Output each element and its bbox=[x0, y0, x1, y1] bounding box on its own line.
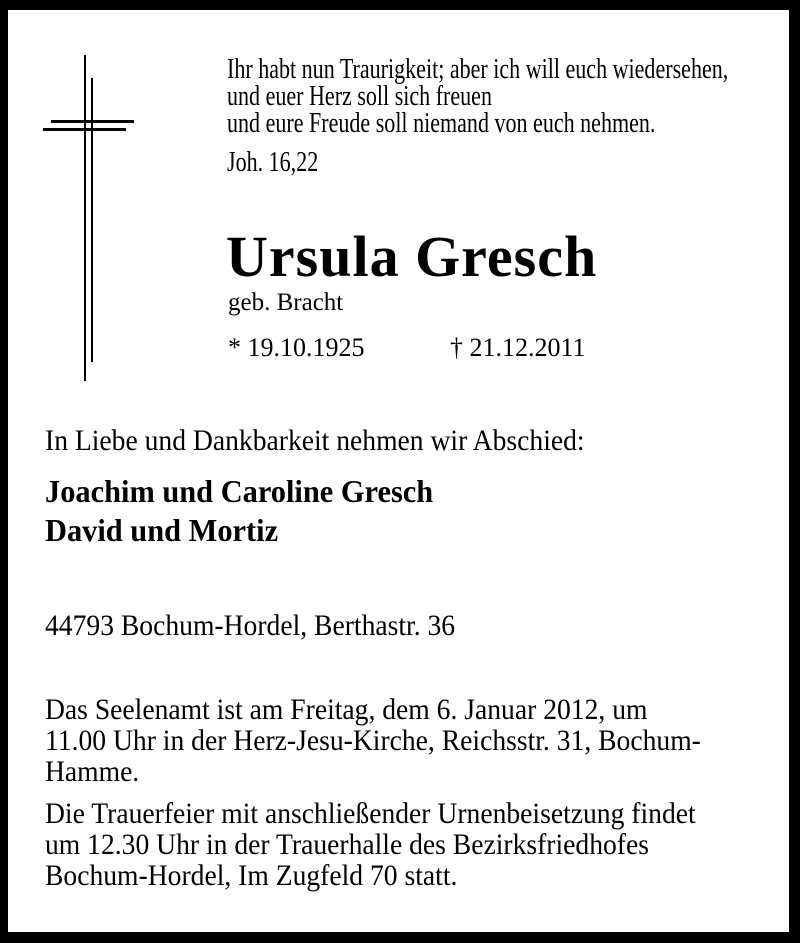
maiden-name: geb. Bracht bbox=[228, 289, 344, 316]
mourners-list bbox=[45, 472, 433, 550]
scripture-quote bbox=[227, 53, 729, 178]
funeral-notice bbox=[45, 798, 696, 891]
quote-line: und eure Freude soll niemand von euch nehmen. bbox=[227, 107, 656, 139]
deceased-name: Ursula Gresch bbox=[226, 224, 598, 289]
birth-date: * 19.10.1925 bbox=[228, 333, 365, 362]
farewell-line: In Liebe und Dankbarkeit nehmen wir Abschied: bbox=[45, 424, 585, 457]
service-notice bbox=[45, 694, 701, 787]
scripture-reference: Joh. 16,22 bbox=[227, 146, 319, 178]
service-notice-line: 11.00 Uhr in der Herz-Jesu-Kirche, Reichsstr. 31, Bochum- bbox=[45, 724, 701, 757]
quote-line: Ihr habt nun Traurigkeit; aber ich will euch wiedersehen, bbox=[227, 53, 729, 85]
service-notice-line: Hamme. bbox=[45, 755, 140, 788]
death-date: † 21.12.2011 bbox=[450, 333, 586, 362]
mourner-line: Joachim und Caroline Gresch bbox=[45, 473, 434, 509]
funeral-notice-line: Die Trauerfeier mit anschließender Urnenbeisetzung findet bbox=[45, 797, 696, 830]
cross-vertical-line bbox=[84, 55, 86, 381]
cross-horizontal-line bbox=[51, 120, 134, 123]
quote-line: und euer Herz soll sich freuen bbox=[227, 80, 492, 112]
address-line: 44793 Bochum-Hordel, Berthastr. 36 bbox=[45, 609, 456, 642]
mourner-line: David und Mortiz bbox=[45, 512, 279, 548]
funeral-notice-line: um 12.30 Uhr in der Trauerhalle des Bezirksfriedhofes bbox=[45, 828, 649, 861]
funeral-notice-line: Bochum-Hordel, Im Zugfeld 70 statt. bbox=[45, 859, 458, 892]
service-notice-line: Das Seelenamt ist am Freitag, dem 6. Januar 2012, um bbox=[45, 693, 648, 726]
cross-horizontal-line bbox=[43, 128, 126, 131]
